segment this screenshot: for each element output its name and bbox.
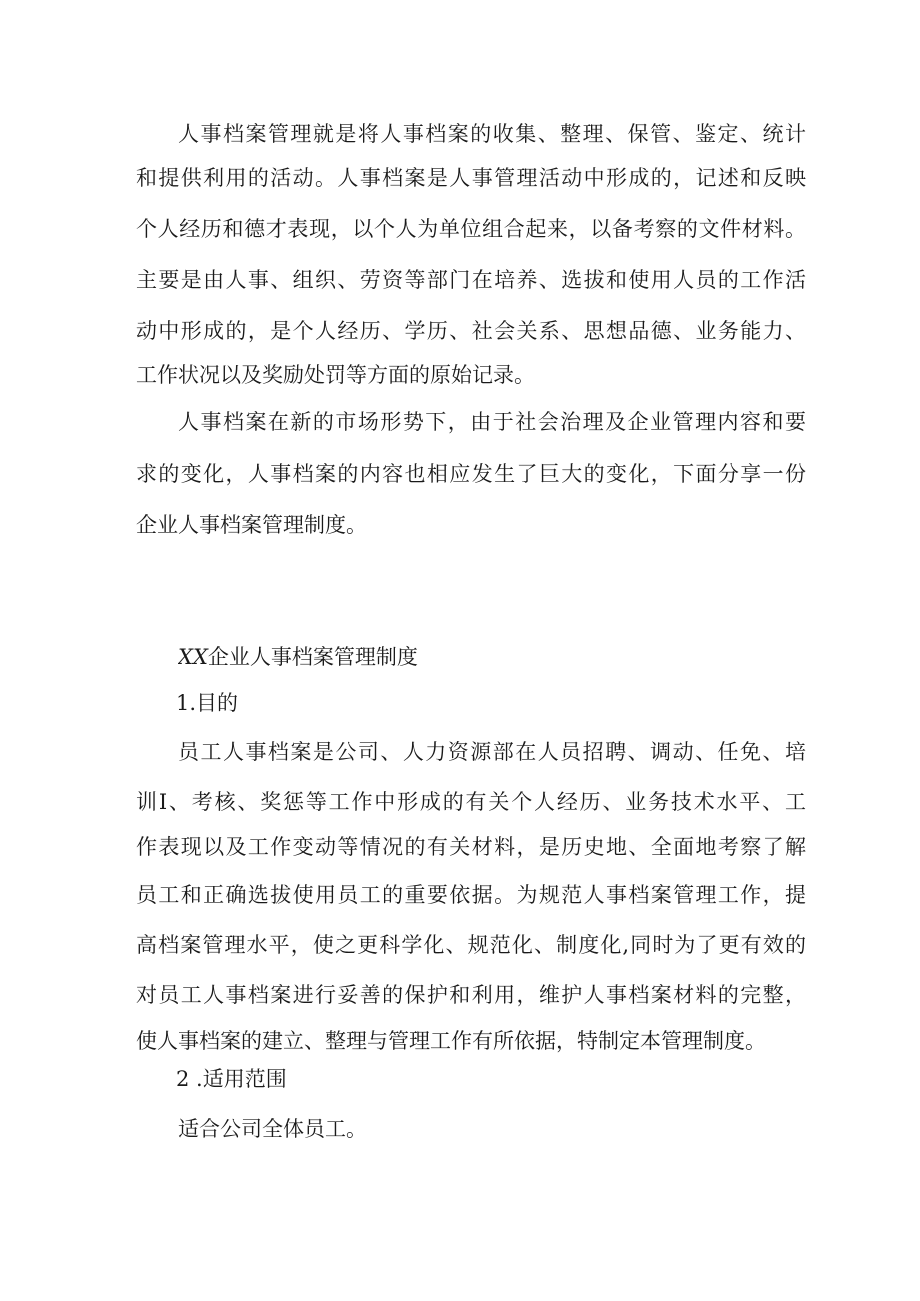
text-line: 员工人事档案是公司、人力资源部在人员招聘、调动、任免、培 xyxy=(178,740,806,764)
text-line: 训I、考核、奖惩等工作中形成的有关个人经历、业务技术水平、工 xyxy=(136,790,806,814)
section-heading-purpose: 1.目的 xyxy=(176,691,239,715)
text-line: 人事档案管理就是将人事档案的收集、整理、保管、鉴定、统计 xyxy=(178,122,806,146)
text-line: 人事档案在新的市场形势下，由于社会治理及企业管理内容和要 xyxy=(178,410,806,434)
section-heading-scope: 2 .适用范围 xyxy=(176,1067,287,1091)
text-line: 作表现以及工作变动等情况的有关材料，是历史地、全面地考察了解 xyxy=(136,835,806,859)
text-line: 对员工人事档案进行妥善的保护和利用，维护人事档案材料的完整， xyxy=(136,983,806,1007)
text-line: 员工和正确选拔使用员工的重要依据。为规范人事档案管理工作，提 xyxy=(136,883,806,907)
text-line: 主要是由人事、组织、劳资等部门在培养、选拔和使用人员的工作活 xyxy=(136,268,806,292)
text-line: 工作状况以及奖励处罚等方面的原始记录。 xyxy=(136,363,535,387)
text-line: 使人事档案的建立、整理与管理工作有所依据，特制定本管理制度。 xyxy=(136,1029,766,1053)
title-prefix: XX xyxy=(178,645,208,669)
title-text: 企业人事档案管理制度 xyxy=(207,645,418,669)
text-line: 个人经历和德才表现，以个人为单位组合起来，以备考察的文件材料。 xyxy=(136,217,806,241)
text-line: 企业人事档案管理制度。 xyxy=(136,513,367,537)
text-line: 适合公司全体员工。 xyxy=(178,1117,367,1141)
text-line: 求的变化，人事档案的内容也相应发生了巨大的变化，下面分享一份 xyxy=(136,462,806,486)
text-line: 动中形成的，是个人经历、学历、社会关系、思想品德、业务能力、 xyxy=(136,319,806,343)
document-title xyxy=(178,639,778,675)
text-line: 高档案管理水平，使之更科学化、规范化、制度化,同时为了更有效的 xyxy=(136,933,806,957)
text-line: 和提供利用的活动。人事档案是人事管理活动中形成的，记述和反映 xyxy=(136,166,806,190)
